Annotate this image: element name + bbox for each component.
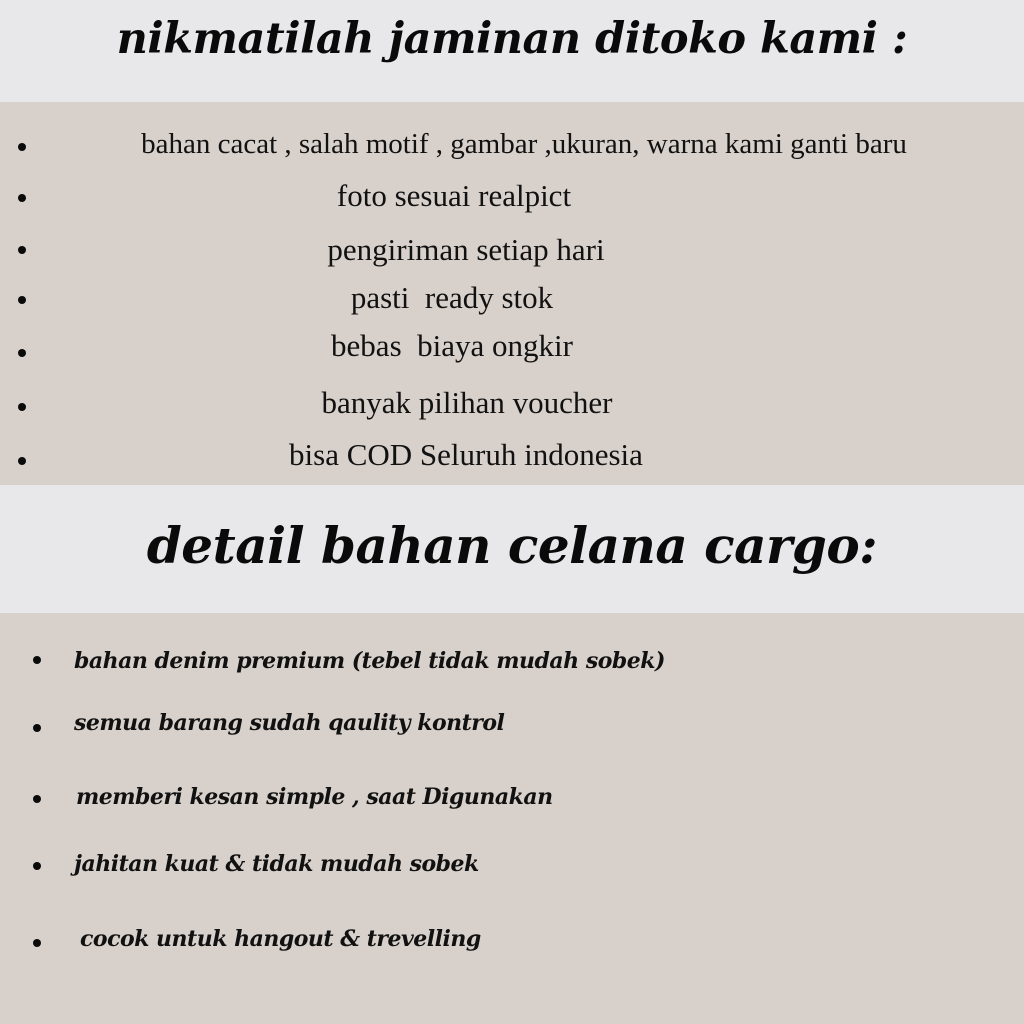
material-detail-heading: detail bahan celana cargo: xyxy=(146,516,878,575)
material-item: jahitan kuat & tidak mudah sobek xyxy=(74,851,479,877)
guarantee-item: bahan cacat , salah motif , gambar ,ukuran, warna kami ganti baru xyxy=(141,128,907,160)
bullet-icon xyxy=(33,862,41,870)
guarantee-item: foto sesuai realpict xyxy=(336,178,572,213)
guarantee-item: bebas biaya ongkir xyxy=(331,328,573,363)
guarantee-item: banyak pilihan voucher xyxy=(321,385,613,420)
guarantee-item: bisa COD Seluruh indonesia xyxy=(289,437,643,472)
guarantee-item: pengiriman setiap hari xyxy=(327,232,605,267)
bullet-icon xyxy=(33,939,41,947)
material-item: semua barang sudah qaulity kontrol xyxy=(74,710,505,736)
material-item: memberi kesan simple , saat Digunakan xyxy=(76,784,553,810)
material-detail-panel xyxy=(0,613,1024,1024)
guarantee-item: pasti ready stok xyxy=(350,280,554,315)
bullet-icon xyxy=(33,724,41,732)
bullet-icon xyxy=(33,795,41,803)
guarantee-heading: nikmatilah jaminan ditoko kami : xyxy=(116,14,908,64)
material-item: cocok untuk hangout & trevelling xyxy=(80,926,481,952)
material-item: bahan denim premium (tebel tidak mudah sobek) xyxy=(74,648,665,674)
bullet-icon xyxy=(33,656,41,664)
